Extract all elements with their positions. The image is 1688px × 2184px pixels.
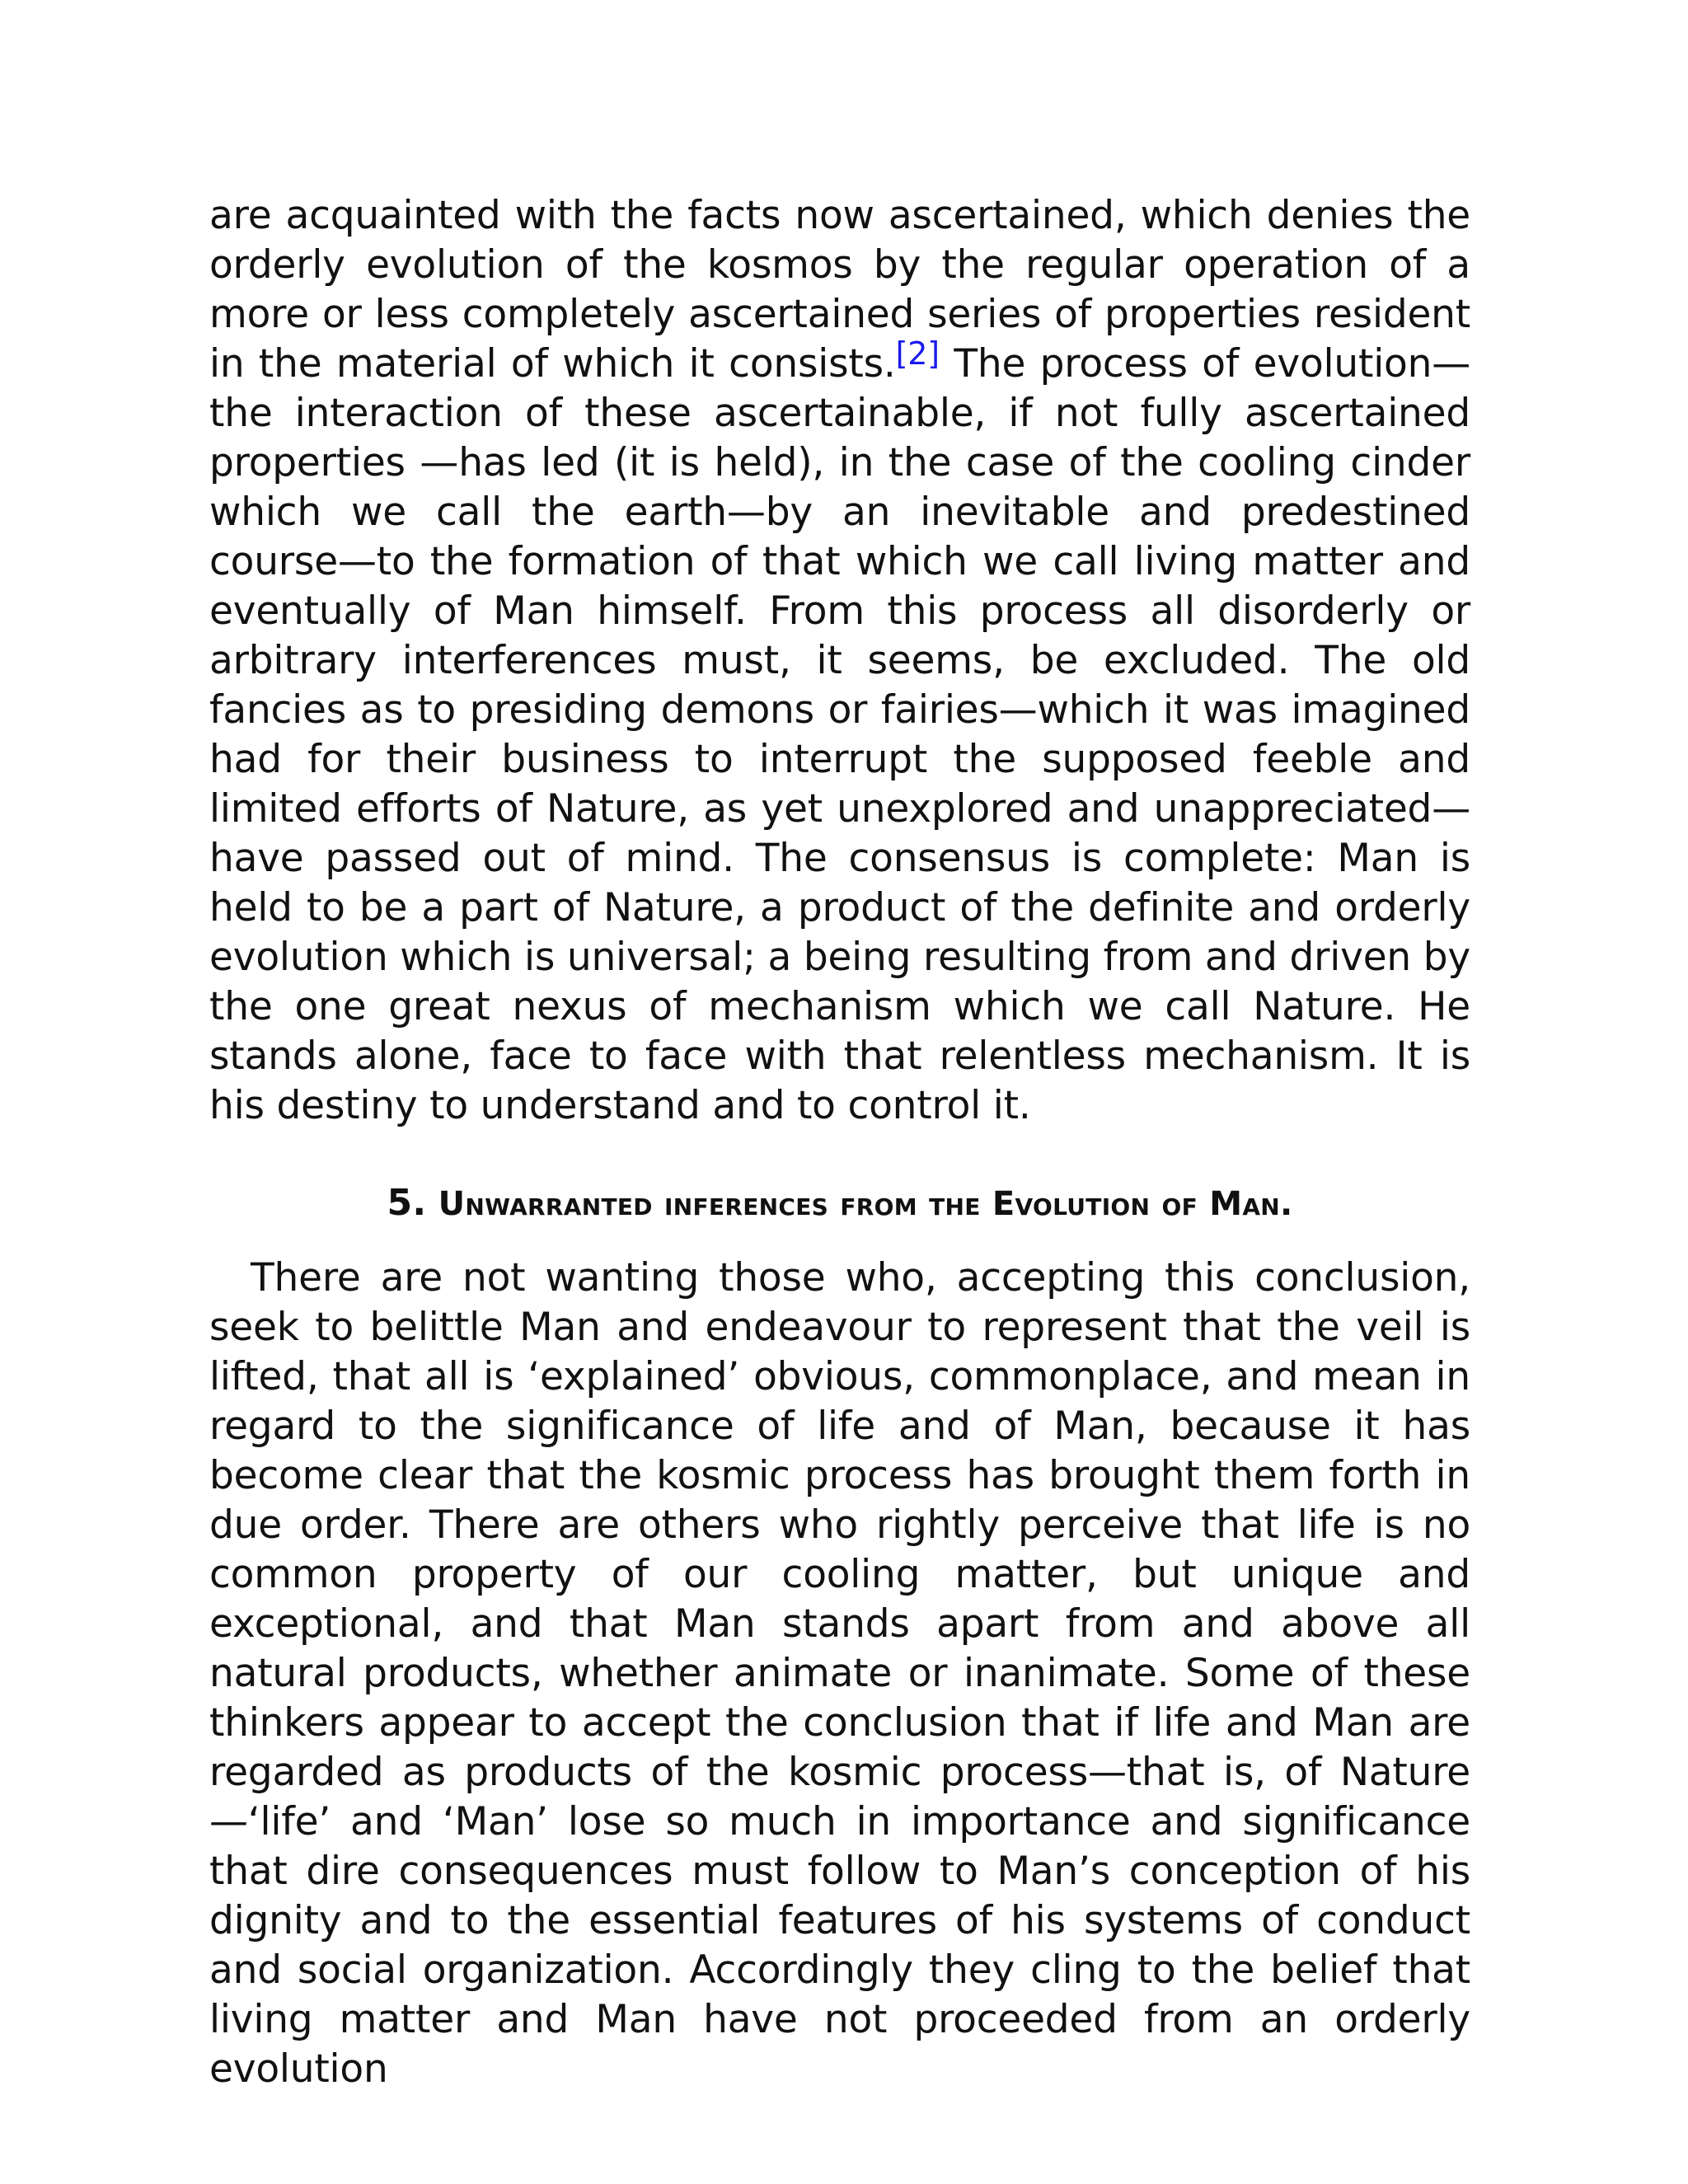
section-heading bbox=[209, 1179, 1470, 1229]
paragraph: There are not wanting those who, accepting this conclusion, seek to belittle Man and endeavour to represent that the veil is lifted, that all is ‘explained’ obvious, commonplace, and mean in regard to the significance of life and of Man, because it has become clear that the kosmic process has brought them forth in due order. There are others who rightly perceive that life is no common property of our cooling matter, but unique and exceptional, and that Man stands apart from and above all natural products, whether animate or inanimate. Some of these thinkers appear to accept the conclusion that if life and Man are regarded as products of the kosmic process—that is, of Nature—‘life’ and ‘Man’ lose so much in importance and significance that dire consequences must follow to Man’s conception of his dignity and to the essential features of his systems of conduct and social organization. Accordingly they cling to the belief that living matter and Man have not proceeded from an orderly evolution bbox=[209, 1255, 1470, 2092]
paragraph-continued bbox=[209, 191, 1470, 1131]
page-body bbox=[209, 191, 1470, 2094]
section-title: Unwarranted inferences from the Evolution of Man. bbox=[438, 1185, 1293, 1223]
section-number: 5. bbox=[387, 1182, 427, 1224]
paragraph-text-after-footnote: The process of evolution—the interaction of these ascertainable, if not fully ascertained properties —has led (it is held), in the case of the cooling cinder which we call the earth—by an inevitable and predestined course—to the formation of that which we call living matter and eventually of Man himself. From this process all disorderly or arbitrary interferences must, it seems, be excluded. The old fancies as to presiding demons or fairies—which it was imagined had for their business to interrupt the supposed feeble and limited efforts of Nature, as yet unexplored and unappreciated—have passed out of mind. The consensus is complete: Man is held to be a part of Nature, a product of the definite and orderly evolution which is universal; a being resulting from and driven by the one great nexus of mechanism which we call Nature. He stands alone, face to face with that relentless mechanism. It is his destiny to understand and to control it. bbox=[209, 341, 1470, 1128]
paragraph-text-before-footnote: are acquainted with the facts now ascertained, which denies the orderly evolution of the kosmos by the regular operation of a more or less completely ascertained series of properties resident in the material of which it consists. bbox=[209, 193, 1470, 387]
footnote-link[interactable]: [2] bbox=[895, 335, 940, 372]
